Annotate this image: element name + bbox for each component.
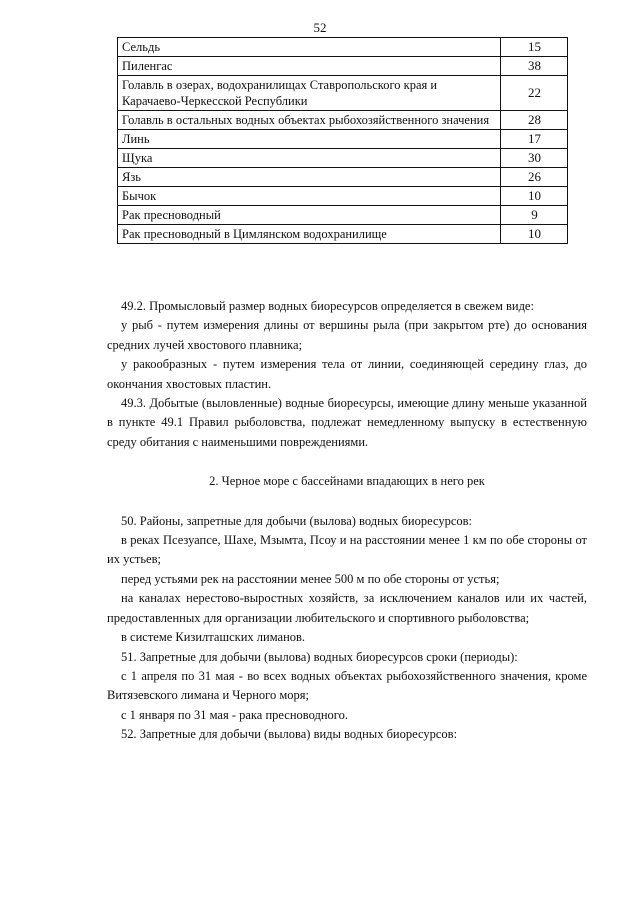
table-row xyxy=(118,76,568,111)
table-row xyxy=(118,111,568,130)
species-cell: Голавль в остальных водных объектах рыбохозяйственного значения xyxy=(118,111,501,130)
size-cell: 17 xyxy=(501,130,568,149)
size-cell: 30 xyxy=(501,149,568,168)
document-body xyxy=(107,297,587,745)
paragraph-51: 51. Запретные для добычи (вылова) водных биоресурсов сроки (периоды): xyxy=(121,649,518,664)
paragraph-50-mouths: перед устьями рек на расстоянии менее 500 м по обе стороны от устья; xyxy=(121,571,500,586)
size-cell: 38 xyxy=(501,57,568,76)
species-cell: Бычок xyxy=(118,187,501,206)
table-row xyxy=(118,38,568,57)
species-cell: Пиленгас xyxy=(118,57,501,76)
table-row xyxy=(118,187,568,206)
paragraph-51-april: с 1 апреля по 31 мая - во всех водных объектах рыбохозяйственного значения, кроме Витязевского лимана и Черного моря; xyxy=(107,668,587,703)
minimum-size-table xyxy=(117,37,568,244)
table-row xyxy=(118,57,568,76)
size-cell: 10 xyxy=(501,187,568,206)
size-cell: 10 xyxy=(501,225,568,244)
size-cell: 22 xyxy=(501,76,568,111)
size-cell: 28 xyxy=(501,111,568,130)
species-cell: Сельдь xyxy=(118,38,501,57)
paragraph-49-3: 49.3. Добытые (выловленные) водные биоресурсы, имеющие длину меньше указанной в пункте 49.1 Правил рыболовства, подлежат немедленному выпуску в естественную среду обитания с наименьшими повреждениями. xyxy=(107,396,587,449)
species-cell: Голавль в озерах, водохранилищах Ставропольского края и Карачаево-Черкесской Республики xyxy=(118,76,501,111)
paragraph-49-2-fish: у рыб - путем измерения длины от вершины рыла (при закрытом рте) до основания средних лучей хвостового плавника; xyxy=(107,318,587,352)
table-row xyxy=(118,130,568,149)
species-cell: Щука xyxy=(118,149,501,168)
paragraph-51-january: с 1 января по 31 мая - рака пресноводного. xyxy=(121,707,348,722)
paragraph-52: 52. Запретные для добычи (вылова) виды водных биоресурсов: xyxy=(121,727,458,742)
paragraph-50-estuaries: в системе Кизилташских лиманов. xyxy=(121,630,306,645)
paragraph-50-rivers: в реках Псезуапсе, Шахе, Мзымта, Псоу и на расстоянии менее 1 км по обе стороны от их устьев; xyxy=(107,533,587,567)
species-cell: Рак пресноводный в Цимлянском водохранилище xyxy=(118,225,501,244)
table-row xyxy=(118,168,568,187)
size-cell: 26 xyxy=(501,168,568,187)
species-cell: Линь xyxy=(118,130,501,149)
table-row xyxy=(118,149,568,168)
table-row xyxy=(118,206,568,225)
species-cell: Язь xyxy=(118,168,501,187)
size-cell: 9 xyxy=(501,206,568,225)
paragraph-49-2: 49.2. Промысловый размер водных биоресурсов определяется в свежем виде: xyxy=(121,299,534,313)
species-cell: Рак пресноводный xyxy=(118,206,501,225)
page-number: 52 xyxy=(313,20,327,35)
paragraph-49-2-crustaceans: у ракообразных - путем измерения тела от линии, соединяющей середину глаз, до окончания хвостовых пластин. xyxy=(107,357,587,391)
paragraph-50-canals: на каналах нерестово-выростных хозяйств, за исключением каналов или их частей, предоставленных для организации любительского и спортивного рыболовства; xyxy=(107,591,587,625)
paragraph-50: 50. Районы, запретные для добычи (вылова) водных биоресурсов: xyxy=(121,513,473,528)
table-row xyxy=(118,225,568,244)
section-heading: 2. Черное море с бассейнами впадающих в него рек xyxy=(209,474,485,489)
size-cell: 15 xyxy=(501,38,568,57)
